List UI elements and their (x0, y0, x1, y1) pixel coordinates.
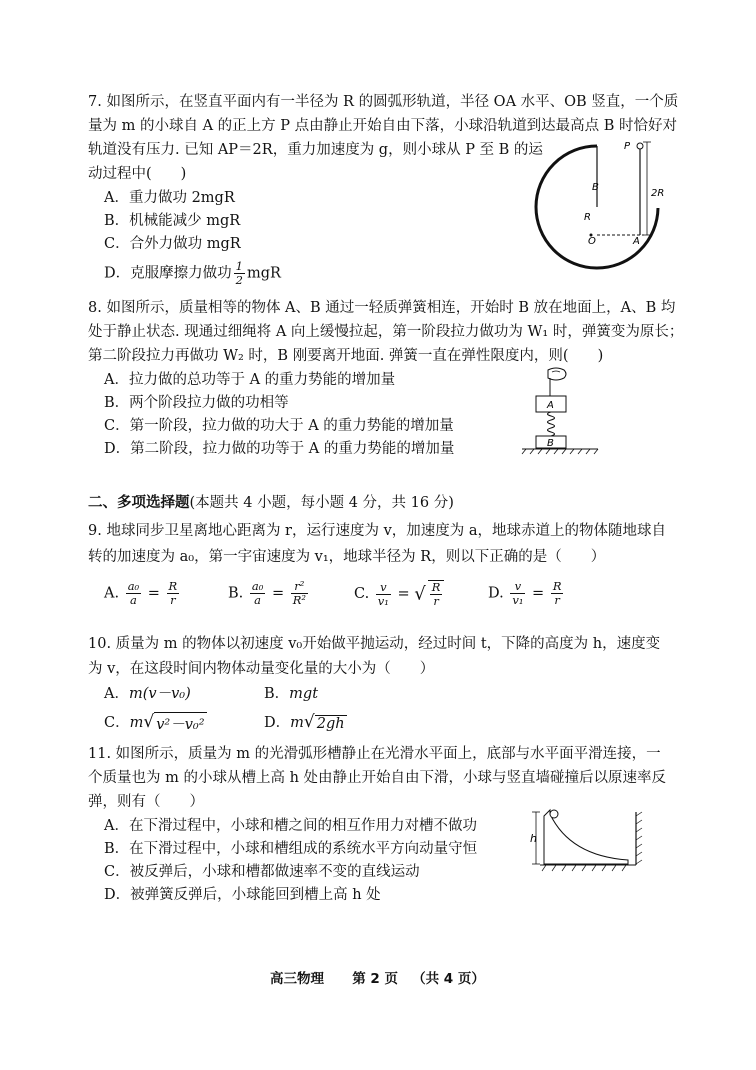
fraction-numerator: v (376, 581, 391, 595)
q9-option-a-label: A. (104, 585, 120, 602)
q9-option-a: A. $\frac{\text{a₀}}{a}$ = $\frac{R}{r}$ (104, 579, 178, 607)
q10-option-b-expr: mgt (289, 686, 319, 702)
q10-option-a-expr: m(v－v₀) (128, 686, 191, 702)
label-block-a: A (547, 400, 554, 411)
q7-option-d-fraction (234, 260, 245, 287)
q9-option-d-label: D. (488, 585, 504, 602)
fraction-denominator: r (433, 594, 439, 608)
q7-option-b: B．机械能减少 mgR (104, 213, 241, 229)
fraction-denominator: R² (292, 593, 306, 607)
fraction-denominator: r (554, 593, 560, 607)
q8-option-c: C．第一阶段，拉力做的功大于 A 的重力势能的增加量 (104, 418, 454, 434)
fraction-denominator: 2 (235, 273, 243, 287)
q10-option-c: C．m√ v²－v₀² (104, 712, 205, 733)
q9-line-1: 9. 地球同步卫星离地心距离为 r，运行速度为 v，加速度为 a，地球赤道上的物体随地球自 (88, 523, 667, 539)
fraction-numerator: v (510, 580, 525, 594)
fraction-denominator: v₁ (512, 593, 524, 607)
fraction-numerator: R (168, 579, 178, 593)
q10-line-2: 为 v，在这段时间内物体动量变化量的大小为（ ） (88, 661, 435, 677)
page-footer (270, 967, 485, 987)
q8-option-a: A．拉力做的总功等于 A 的重力势能的增加量 (104, 372, 396, 388)
q11-option-b: B．在下滑过程中，小球和槽组成的系统水平方向动量守恒 (104, 841, 478, 857)
fraction-denominator: a (130, 593, 137, 607)
q7-option-d (104, 260, 281, 287)
q10-line-1: 10. 质量为 m 的物体以初速度 v₀开始做平抛运动，经过时间 t，下降的高度为 h，速度变 (88, 636, 661, 652)
q8-option-d: D．第二阶段，拉力做的功等于 A 的重力势能的增加量 (104, 441, 455, 457)
q7-line-1: 7. 如图所示，在竖直平面内有一半径为 R 的圆弧形轨道，半径 OA 水平、OB 竖直，一个质 (88, 94, 679, 110)
q9-option-b-label: B. (228, 585, 244, 602)
q8-spring-figure (518, 366, 598, 448)
q9-option-d: D. $\frac{v}{\text{v₁}}$ = $\frac{R}{r}$ (488, 579, 562, 607)
label-o: O (588, 236, 596, 247)
label-block-b: B (547, 438, 554, 449)
section-2-title: 二、多项选择题 (88, 495, 190, 511)
q10-option-d-prefix: m (290, 715, 304, 731)
fraction-numerator: a₀ (127, 579, 140, 593)
ball-p (637, 143, 643, 149)
q11-option-d: D．被弹簧反弹后，小球能回到槽上高 h 处 (104, 887, 381, 903)
spring (548, 412, 555, 436)
q8-line-2: 处于静止状态. 现通过细绳将 A 向上缓慢拉起，第一阶段拉力做功为 W₁ 时，弹簧变为原长； (88, 324, 684, 340)
q9-line-2: 转的加速度为 a₀，第一宇宙速度为 v₁，地球半径为 R，则以下正确的是（ ） (88, 549, 606, 565)
fraction-denominator: a (254, 593, 262, 607)
q10-option-d-label: D． (264, 715, 291, 731)
section-2-note: (本题共 4 小题，每小题 4 分，共 16 分) (189, 495, 454, 511)
q7-line-3: 轨道没有压力. 已知 AP＝2R，重力加速度为 g，则小球从 P 至 B 的运 (88, 142, 543, 158)
q10-option-b-label: B． (264, 686, 290, 702)
q11-slope-figure (530, 808, 648, 880)
q7-track-figure (530, 138, 670, 288)
label-p: P (624, 141, 631, 152)
q11-line-3: 弹，则有（ ） (88, 794, 204, 810)
q10-option-a-label: A． (104, 686, 129, 702)
label-b: B (592, 182, 599, 193)
label-a: A (633, 236, 640, 247)
q9-option-b: B. $\frac{\text{a₀}}{a}$ = $\frac{\text{r²}}{\text{R²}}$ (228, 579, 306, 607)
footer-page-number: 第 2 页 (352, 971, 398, 987)
q10-option-d-radicand: 2gh (316, 715, 345, 732)
q7-line-2: 量为 m 的小球自 A 的正上方 P 点由静止开始自由下落，小球沿轨道到达最高点 B 时恰好对 (88, 118, 678, 134)
q8-ground (522, 448, 598, 456)
q11-option-a: A．在下滑过程中，小球和槽之间的相互作用力对槽不做功 (104, 818, 477, 834)
q11-line-1: 11. 如图所示，质量为 m 的光滑弧形槽静止在光滑水平面上，底部与水平面平滑连接，一 (88, 746, 661, 762)
q10-option-c-radicand: v²－v₀² (154, 712, 206, 734)
q7-line-4: 动过程中( ) (88, 166, 187, 182)
section-2-heading (88, 491, 454, 512)
q7-option-c: C．合外力做功 mgR (104, 236, 241, 252)
q7-option-a: A．重力做功 2mgR (104, 190, 235, 206)
q8-line-3: 第二阶段拉力再做功 W₂ 时，B 刚要离开地面. 弹簧一直在弹性限度内，则( ) (88, 348, 604, 364)
fraction-denominator: v₁ (377, 593, 389, 608)
q10-option-c-prefix: m (129, 715, 144, 731)
q11-option-c: C．被反弹后，小球和槽都做速率不变的直线运动 (104, 864, 420, 880)
q10-option-a (104, 682, 191, 703)
q10-option-d: D．m√ 2gh (264, 712, 345, 732)
fraction-numerator: R (431, 580, 441, 594)
q7-option-d-unit: mgR (246, 265, 281, 282)
q10-option-c-label: C． (104, 715, 130, 731)
label-r: R (584, 212, 591, 223)
q11-line-2: 个质量也为 m 的小球从槽上高 h 处由静止开始自由下滑，小球与竖直墙碰撞后以原速率反 (88, 770, 667, 786)
q10-option-b (264, 682, 318, 703)
ball (550, 810, 558, 818)
label-h: h (530, 832, 537, 845)
arc-slot (544, 810, 628, 864)
fraction-numerator: R (552, 579, 562, 593)
footer-subject: 高三物理 (270, 971, 324, 987)
q9-option-c: C. $\frac{v}{\text{v₁}}$ = √ $\frac{R}{r}$ (354, 580, 446, 608)
fraction-numerator: a₀ (251, 579, 264, 593)
footer-total-pages: （共 4 页） (412, 971, 485, 987)
fraction-numerator: r² (291, 580, 308, 594)
q8-line-1: 8. 如图所示，质量相等的物体 A、B 通过一轻质弹簧相连，开始时 B 放在地面上，A、B 均 (88, 300, 676, 316)
label-2r: 2R (651, 188, 665, 199)
q8-option-b: B．两个阶段拉力做的功相等 (104, 395, 289, 411)
q9-option-c-label: C. (354, 586, 370, 602)
fraction-numerator: 1 (235, 259, 243, 273)
hand-icon (548, 368, 566, 380)
fraction-denominator: r (170, 593, 176, 607)
q7-option-d-text: D．克服摩擦力做功 (104, 265, 232, 282)
